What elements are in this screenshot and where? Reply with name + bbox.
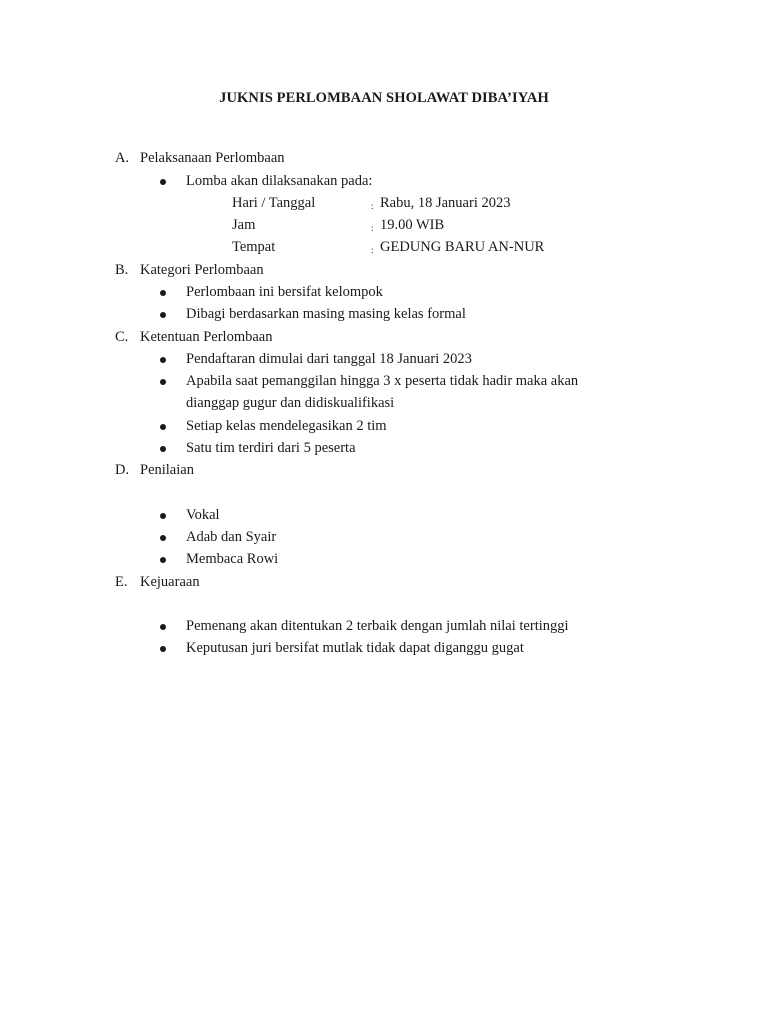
schedule-value-place: GEDUNG BARU AN-NUR bbox=[380, 239, 545, 255]
schedule-colon-date: : bbox=[371, 201, 374, 211]
section-e-bullet-1: Pemenang akan ditentukan 2 terbaik dengan jumlah nilai tertinggi bbox=[186, 618, 569, 634]
section-b-letter: B. bbox=[115, 262, 129, 278]
document-title: JUKNIS PERLOMBAAN SHOLAWAT DIBA’IYAH bbox=[219, 90, 549, 106]
section-d-bullet-2: Adab dan Syair bbox=[186, 529, 277, 545]
section-b-bullet-1: Perlombaan ini bersifat kelompok bbox=[186, 284, 383, 300]
bullet-icon bbox=[160, 624, 166, 630]
section-c-bullet-1: Pendaftaran dimulai dari tanggal 18 Januari 2023 bbox=[186, 351, 472, 367]
section-b-bullet-2: Dibagi berdasarkan masing masing kelas formal bbox=[186, 306, 466, 322]
schedule-label-time: Jam bbox=[232, 217, 256, 233]
bullet-icon bbox=[160, 646, 166, 652]
bullet-icon bbox=[160, 446, 166, 452]
bullet-icon bbox=[160, 312, 166, 318]
section-c-heading: Ketentuan Perlombaan bbox=[140, 329, 273, 345]
schedule-colon-time: : bbox=[371, 223, 374, 233]
section-c-bullet-2: Apabila saat pemanggilan hingga 3 x peserta tidak hadir maka akan dianggap gugur dan didiskualifikasi bbox=[186, 373, 579, 411]
bullet-icon bbox=[160, 290, 166, 296]
schedule-colon-place: : bbox=[371, 245, 374, 255]
section-d-bullet-1: Vokal bbox=[186, 507, 220, 523]
section-c-bullet-3: Setiap kelas mendelegasikan 2 tim bbox=[186, 418, 387, 434]
schedule-value-time: 19.00 WIB bbox=[380, 217, 445, 233]
bullet-icon bbox=[160, 557, 166, 563]
schedule-label-place: Tempat bbox=[232, 239, 276, 255]
section-a-heading: Pelaksanaan Perlombaan bbox=[140, 150, 285, 166]
schedule-value-date: Rabu, 18 Januari 2023 bbox=[380, 195, 511, 211]
bullet-icon bbox=[160, 424, 166, 430]
section-e-letter: E. bbox=[115, 574, 128, 590]
bullet-icon bbox=[160, 379, 166, 385]
section-d-letter: D. bbox=[115, 462, 130, 478]
bullet-icon bbox=[160, 513, 166, 519]
section-a-bullet-1: Lomba akan dilaksanakan pada: bbox=[186, 173, 373, 189]
section-e-bullet-2: Keputusan juri bersifat mutlak tidak dapat diganggu gugat bbox=[186, 640, 524, 656]
schedule-label-date: Hari / Tanggal bbox=[232, 195, 316, 211]
bullet-icon bbox=[160, 357, 166, 363]
section-c-letter: C. bbox=[115, 329, 129, 345]
section-b-heading: Kategori Perlombaan bbox=[140, 262, 264, 278]
section-c-bullet-4: Satu tim terdiri dari 5 peserta bbox=[186, 440, 356, 456]
section-a-letter: A. bbox=[115, 150, 130, 166]
section-d-heading: Penilaian bbox=[140, 462, 194, 478]
section-d-bullet-3: Membaca Rowi bbox=[186, 551, 279, 567]
section-e-heading: Kejuaraan bbox=[140, 574, 200, 590]
bullet-icon bbox=[160, 179, 166, 185]
bullet-icon bbox=[160, 535, 166, 541]
